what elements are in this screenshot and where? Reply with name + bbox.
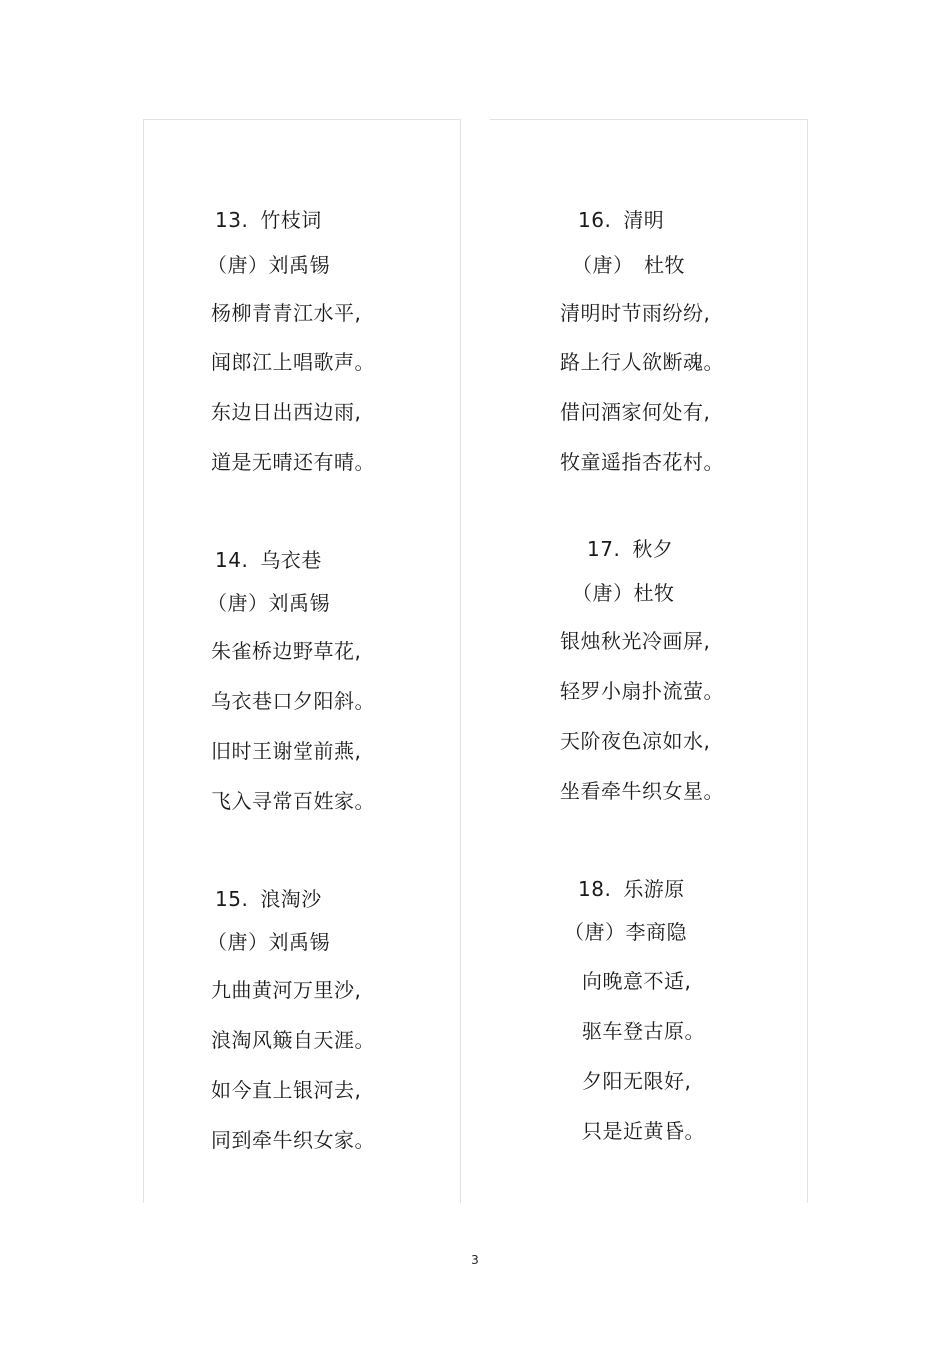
poem-line: 借问酒家何处有, (560, 400, 711, 424)
poem-author: （唐）李商隐 (564, 920, 687, 944)
poem-line: 天阶夜色凉如水, (560, 729, 711, 753)
poem-number: 16. (578, 208, 612, 232)
poem-title (215, 548, 322, 572)
poem-title-text: 竹枝词 (260, 208, 322, 232)
poem-line: 杨柳青青江水平, (211, 301, 362, 325)
poem-line: 只是近黄昏。 (582, 1119, 705, 1143)
poem-title (215, 887, 322, 911)
poem-number: 13. (215, 208, 249, 232)
poem-author: （唐）刘禹锡 (207, 591, 330, 615)
poem-line: 乌衣巷口夕阳斜。 (211, 689, 375, 713)
poem-author: （唐）刘禹锡 (207, 253, 330, 277)
poem-line: 道是无晴还有晴。 (211, 450, 375, 474)
poem-line: 如今直上银河去, (211, 1078, 362, 1102)
poem-title-text: 乌衣巷 (260, 548, 322, 572)
poem-line: 银烛秋光冷画屏, (560, 629, 711, 653)
poem-line: 浪淘风簸自天涯。 (211, 1028, 375, 1052)
poem-line: 九曲黄河万里沙, (211, 978, 362, 1002)
poem-author: （唐） 杜牧 (572, 253, 685, 277)
poem-line: 旧时王谢堂前燕, (211, 739, 362, 763)
poem-line: 驱车登古原。 (582, 1019, 705, 1043)
poem-line: 飞入寻常百姓家。 (211, 789, 375, 813)
poem-title (215, 208, 322, 232)
poem-title (578, 877, 685, 901)
poem-line: 清明时节雨纷纷, (560, 301, 711, 325)
poem-line: 同到牵牛织女家。 (211, 1128, 375, 1152)
poem-number: 18. (578, 877, 612, 901)
poem-author: （唐）刘禹锡 (207, 930, 330, 954)
poem-line: 轻罗小扇扑流萤。 (560, 679, 724, 703)
poem-title (578, 208, 664, 232)
poem-line: 东边日出西边雨, (211, 400, 362, 424)
poem-number: 15. (215, 887, 249, 911)
poem-line: 闻郎江上唱歌声。 (211, 350, 375, 374)
poem-line: 夕阳无限好, (582, 1069, 692, 1093)
poem-author: （唐）杜牧 (572, 581, 675, 605)
poem-title (587, 537, 673, 561)
poem-number: 14. (215, 548, 249, 572)
poem-line: 坐看牵牛织女星。 (560, 779, 724, 803)
poem-title-text: 清明 (623, 208, 665, 232)
page-number: 3 (471, 1253, 479, 1267)
poem-title-text: 秋夕 (632, 537, 674, 561)
poem-line: 朱雀桥边野草花, (211, 639, 362, 663)
poem-line: 路上行人欲断魂。 (560, 350, 724, 374)
poem-line: 牧童遥指杏花村。 (560, 450, 724, 474)
poem-number: 17. (587, 537, 621, 561)
poem-title-text: 浪淘沙 (260, 887, 322, 911)
poem-line: 向晚意不适, (582, 969, 692, 993)
poem-title-text: 乐游原 (623, 877, 685, 901)
